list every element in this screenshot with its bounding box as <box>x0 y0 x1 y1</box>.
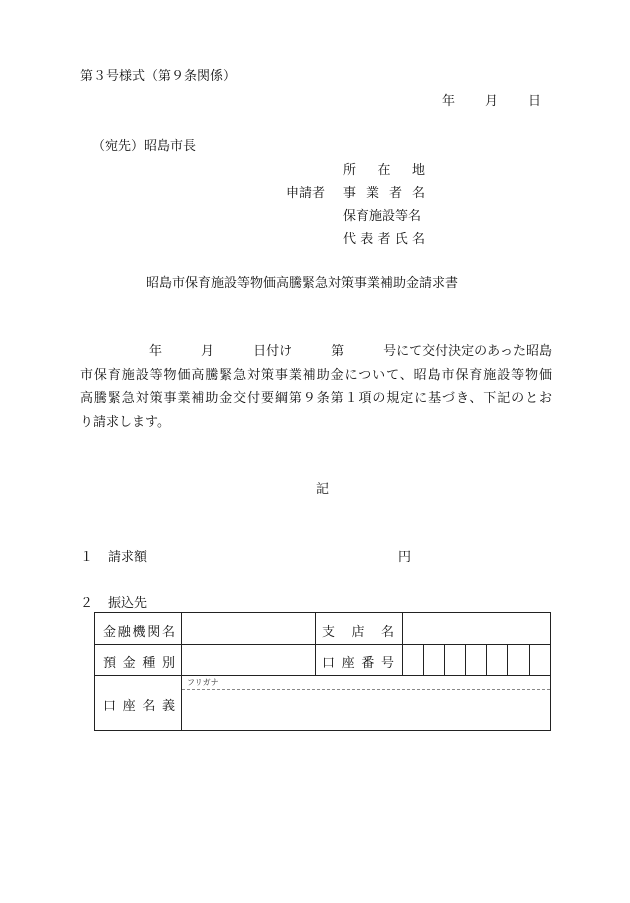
date-line <box>442 90 541 109</box>
applicant-label: 申請者 <box>286 186 326 201</box>
date-day: 日 <box>528 94 542 109</box>
item1-number: １ <box>80 550 94 565</box>
field-facility-name-label: 保育施設等名 <box>343 209 422 224</box>
account-number-digit-boxes[interactable] <box>403 645 551 675</box>
addressee: （宛先）昭島市長 <box>92 139 197 154</box>
field-address-label: 所 在 地 <box>343 163 425 178</box>
ki-heading: 記 <box>316 482 330 497</box>
body-date-suffix: 日付け <box>253 344 293 359</box>
body-paragraph <box>80 340 552 434</box>
body-month: 月 <box>201 344 215 359</box>
institution-value-field[interactable] <box>182 613 315 644</box>
deposit-type-label: 預 金 種 別 <box>103 656 175 671</box>
deposit-type-value-field[interactable] <box>182 645 315 675</box>
field-representative-label: 代 表 者 氏 名 <box>343 232 425 247</box>
branch-value-field[interactable] <box>403 613 551 644</box>
item2-number: ２ <box>80 596 94 611</box>
body-line1-tail: 号にて交付決定のあった昭島 <box>383 344 552 359</box>
form-number: 第３号様式（第９条関係） <box>80 69 237 84</box>
body-number-prefix: 第 <box>331 344 345 359</box>
document-title: 昭島市保育施設等物価高騰緊急対策事業補助金請求書 <box>146 276 459 291</box>
item2-label: 振込先 <box>108 596 148 611</box>
body-year: 年 <box>149 344 163 359</box>
body-line2: 市保育施設等物価高騰緊急対策事業補助金について、昭島市保育施設等物価 <box>80 367 552 383</box>
body-line3: 高騰緊急対策事業補助金交付要綱第９条第１項の規定に基づき、下記のとお <box>80 391 552 406</box>
body-line4: り請求します。 <box>80 414 170 430</box>
account-holder-value-field[interactable] <box>182 690 551 730</box>
bank-transfer-table <box>94 612 551 731</box>
furigana-label: フリガナ <box>187 678 219 687</box>
branch-label: 支 店 名 <box>322 625 394 640</box>
field-business-name-label: 事 業 者 名 <box>343 186 425 201</box>
institution-label: 金 融 機 関 名 <box>103 625 175 640</box>
item1-label: 請求額 <box>108 550 148 565</box>
date-year: 年 <box>442 94 456 109</box>
date-month: 月 <box>485 94 499 109</box>
item1-unit: 円 <box>398 550 412 565</box>
account-number-label: 口 座 番 号 <box>322 656 394 671</box>
account-holder-label: 口 座 名 義 <box>103 699 175 714</box>
